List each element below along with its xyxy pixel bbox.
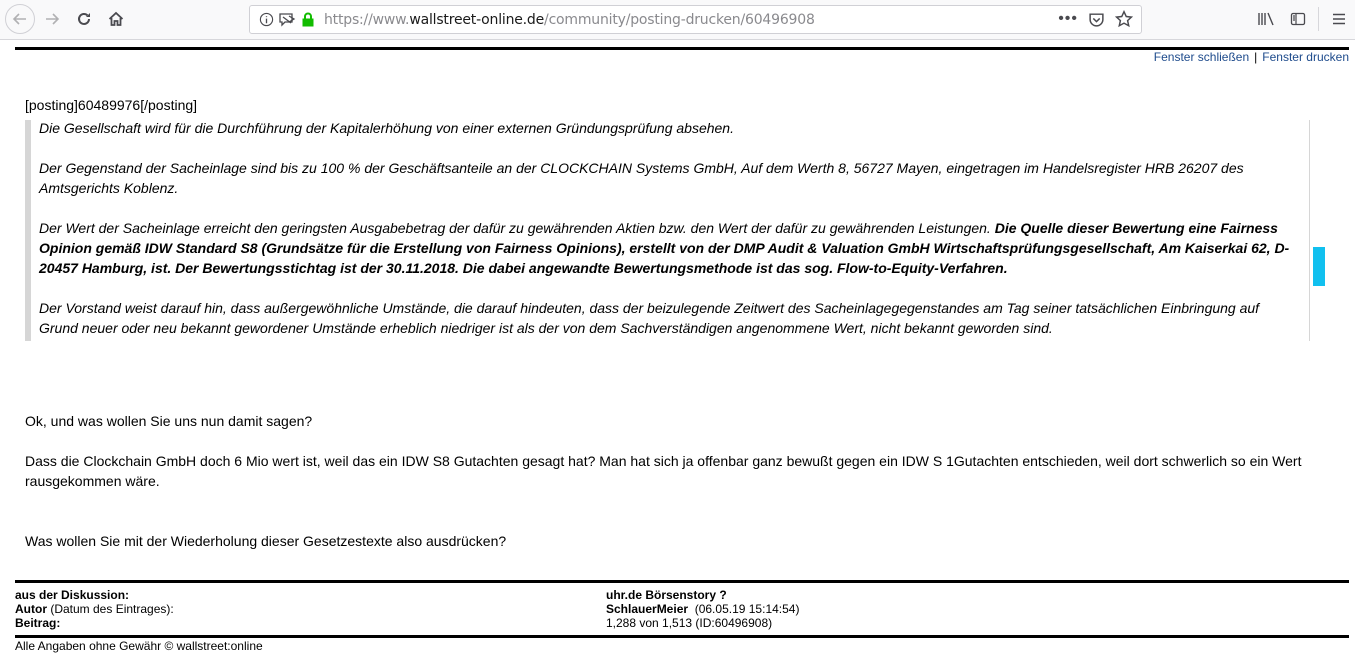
window-actions [1154,50,1349,64]
quote-bold-text: Die Quelle dieser Bewertung eine Fairness Opinion gemäß IDW Standard S8 (Grundsätze für die Erstellung von Fairness Opinions), erstellt von der DMP Audit & Valuation GmbH Wirtschaftsprüfungsgesellschaft, Am Kaiserkai 62, D-20457 Hamburg, ist. Der Bewertungsstichtag ist der 30.11.2018. Die dabei angewandte Bewertungsmethode ist das sog. Flow-to-Equity-Verfahren. [39,220,1290,276]
post-number: 1,288 von 1,513 (ID:60496908) [606,616,773,630]
home-icon [108,11,124,27]
tracking-icon[interactable] [279,12,296,27]
pocket-icon[interactable] [1088,11,1105,28]
quote-paragraph: Der Gegenstand der Sacheinlage sind bis zu 100 % der Geschäftsanteile an der CLOCKCHAIN Systems GmbH, Auf dem Werth 8, 56727 Mayen, eingetragen im Handelsregister HRB 26207 des Amtsgerichts Koblenz. [39,160,1244,196]
reply-line-1: Ok, und was wollen Sie uns nun damit sagen? [25,413,313,429]
meta-values [606,588,799,630]
menu-button[interactable] [1323,5,1355,33]
reply-line-2: Dass die Clockchain GmbH doch 6 Mio wert ist, weil das ein IDW S8 Gutachten gesagt hat? Man hat sich ja offenbar ganz bewußt gegen ein IDW S 1Gutachten entschieden, weil dort schwerlich so ein Wert rausgekommen wäre. [25,453,1302,489]
browser-toolbar [0,0,1355,40]
post-label: Beitrag: [15,616,61,630]
reload-button[interactable] [70,5,98,33]
quote-paragraph: Der Wert der Sacheinlage erreicht den geringsten Ausgabebetrag der dafür zu gewährenden Aktien bzw. den Wert der dafür zu gewährenden Leistungen. Die Quelle dieser Bewertung eine Fairness Opinion gemäß IDW Standard S8 (Grundsätze für die Erstellung von Fairness Opinions), erstellt von der DMP Audit & Valuation GmbH Wirtschaftsprüfungsgesellschaft, Am Kaiserkai 62, D-20457 Hamburg, ist. Der Bewertungsstichtag ist der 30.11.2018. Die dabei angewandte Bewertungsmethode ist das sog. Flow-to-Equity-Verfahren. [39,220,1290,276]
print-window-link[interactable]: Fenster drucken [1262,50,1349,64]
quote-paragraph: Der Vorstand weist darauf hin, dass außergewöhnliche Umstände, die darauf hindeuten, dass der beizulegende Zeitwert des Sacheinlagegegenstandes am Tag seiner tatsächlichen Einbringung auf Grund neuer oder neu bekannt gewordener Umstände erheblich niedriger ist als der von dem Sachverständigen angenommene Wert, nicht bekannt geworden sind. [39,300,1260,336]
meta-bottom-rule [15,635,1349,638]
meta-top-rule [15,580,1349,583]
bookmark-star-icon[interactable] [1115,10,1133,28]
disclaimer-footer: Alle Angaben ohne Gewähr © wallstreet:online [15,639,263,653]
lock-icon[interactable] [301,12,315,27]
author-label-suffix: (Datum des Eintrages): [47,602,174,616]
more-icon[interactable]: ••• [1058,10,1078,27]
link-separator: | [1254,50,1258,64]
home-button[interactable] [102,5,130,33]
forward-icon [44,11,60,27]
quoted-text [25,120,1310,341]
toolbar-separator [1318,7,1319,31]
quote-scrollbar-thumb[interactable] [1313,247,1325,286]
forward-button[interactable] [38,5,66,33]
close-window-link[interactable]: Fenster schließen [1153,50,1250,64]
sidebar-button[interactable] [1282,5,1314,33]
menu-icon [1331,11,1347,27]
meta-labels [15,588,174,630]
post-date: (06.05.19 15:14:54) [688,602,800,616]
back-icon [12,11,28,27]
author-name: SchlauerMeier [606,602,689,616]
posting-reference: [posting]60489976[/posting] [25,97,198,113]
info-icon[interactable] [259,12,274,27]
quote-paragraph: Die Gesellschaft wird für die Durchführung der Kapitalerhöhung von einer externen Gründungsprüfung absehen. [39,120,734,136]
url-text[interactable]: https://www.wallstreet-online.de/community/posting-drucken/60496908 [324,12,815,28]
library-icon [1257,11,1275,27]
reload-icon [76,11,92,27]
url-bar[interactable] [249,5,1142,34]
discussion-title: uhr.de Börsenstory ? [606,588,727,602]
sidebar-icon [1290,11,1306,27]
library-button[interactable] [1250,5,1282,33]
discussion-label: aus der Diskussion: [15,588,130,602]
top-rule [15,47,1349,50]
back-button[interactable] [5,4,35,34]
author-label: Autor [15,602,47,616]
reply-line-3: Was wollen Sie mit der Wiederholung dieser Gesetzestexte also ausdrücken? [25,533,507,549]
